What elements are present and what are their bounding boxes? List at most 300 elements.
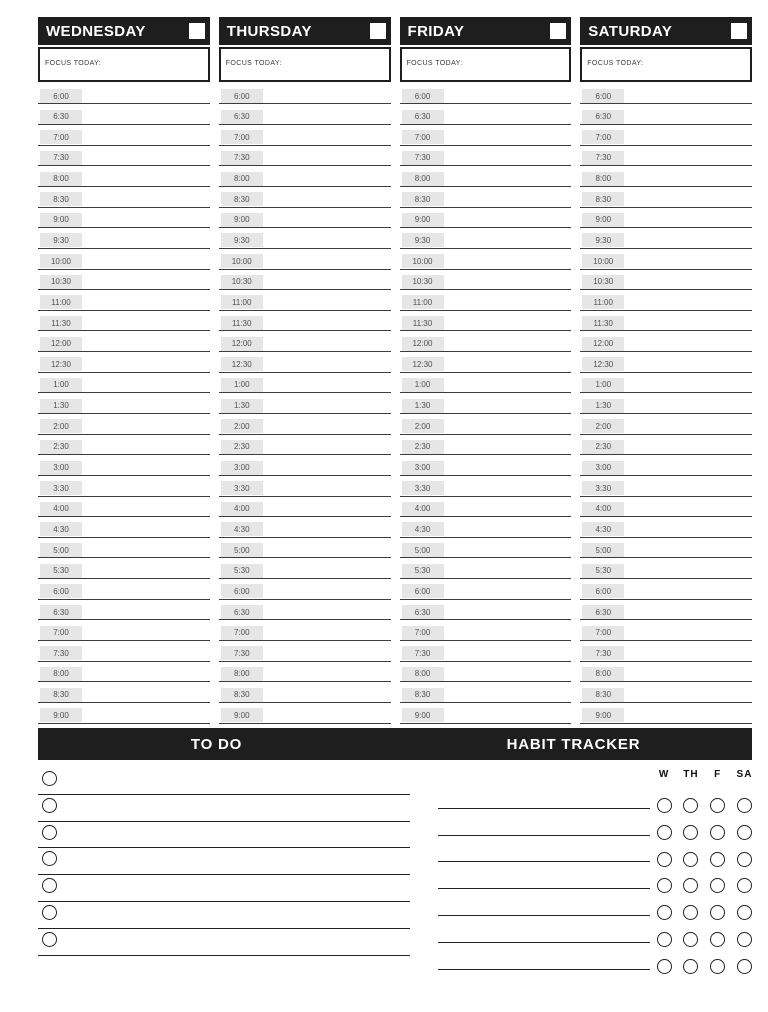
time-slot-writing-line[interactable] (38, 103, 210, 104)
time-slot-row (580, 150, 752, 171)
time-slot-row (219, 501, 391, 522)
time-slot-label: 8:30 (221, 688, 263, 702)
time-slot-writing-line[interactable] (38, 434, 210, 435)
day-column-saturday (580, 17, 752, 728)
time-slot-writing-line[interactable] (580, 537, 752, 538)
time-slot-row (219, 398, 391, 419)
time-slot-writing-line[interactable] (580, 454, 752, 455)
time-slot-writing-line[interactable] (38, 475, 210, 476)
day-checkbox[interactable] (550, 23, 566, 39)
time-slot-writing-line[interactable] (219, 619, 391, 620)
habit-tracker-title: HABIT TRACKER (506, 735, 641, 753)
time-slot-label: 6:30 (582, 605, 624, 619)
time-slot-row (219, 687, 391, 708)
time-slot-writing-line[interactable] (400, 248, 572, 249)
todo-writing-line[interactable] (38, 955, 410, 956)
time-slot-writing-line[interactable] (400, 619, 572, 620)
time-slot-label: 1:30 (40, 399, 82, 413)
time-slot-writing-line[interactable] (400, 475, 572, 476)
time-slot-writing-line[interactable] (580, 186, 752, 187)
time-slot-writing-line[interactable] (400, 557, 572, 558)
todo-checkbox-circle[interactable] (42, 825, 57, 840)
day-column-friday (400, 17, 572, 728)
time-slot-row (219, 356, 391, 377)
time-slot-label: 10:00 (402, 254, 444, 268)
time-slot-label: 2:30 (582, 440, 624, 454)
habit-row (438, 836, 752, 863)
time-slot-label: 6:30 (582, 110, 624, 124)
time-slot-writing-line[interactable] (580, 681, 752, 682)
time-slot-label: 4:30 (582, 522, 624, 536)
time-slot-label: 5:30 (582, 564, 624, 578)
time-slot-row (219, 480, 391, 501)
time-slot-writing-line[interactable] (38, 723, 210, 724)
time-slot-row (580, 501, 752, 522)
time-slot-label: 1:00 (40, 378, 82, 392)
time-slot-writing-line[interactable] (219, 640, 391, 641)
time-slot-row (219, 88, 391, 109)
time-slot-writing-line[interactable] (219, 165, 391, 166)
time-slot-row (219, 418, 391, 439)
time-slot-label: 1:30 (582, 399, 624, 413)
time-slot-writing-line[interactable] (400, 516, 572, 517)
time-slot-label: 5:30 (40, 564, 82, 578)
time-slot-writing-line[interactable] (38, 207, 210, 208)
time-slot-label: 4:30 (402, 522, 444, 536)
time-slot-writing-line[interactable] (38, 557, 210, 558)
time-slot-writing-line[interactable] (400, 434, 572, 435)
time-slot-label: 3:30 (402, 481, 444, 495)
time-slot-label: 6:00 (402, 584, 444, 598)
time-slot-writing-line[interactable] (38, 310, 210, 311)
time-slot-writing-line[interactable] (219, 496, 391, 497)
day-header (400, 17, 572, 45)
time-slot-row (400, 336, 572, 357)
time-slot-writing-line[interactable] (38, 599, 210, 600)
time-slot-label: 3:30 (40, 481, 82, 495)
todo-checkbox-circle[interactable] (42, 905, 57, 920)
time-slot-writing-line[interactable] (580, 330, 752, 331)
time-slot-writing-line[interactable] (219, 124, 391, 125)
time-slot-writing-line[interactable] (580, 165, 752, 166)
time-slot-writing-line[interactable] (400, 640, 572, 641)
time-slot-label: 3:00 (40, 461, 82, 475)
time-slot-writing-line[interactable] (580, 392, 752, 393)
time-slot-writing-line[interactable] (400, 537, 572, 538)
time-slot-label: 9:00 (402, 708, 444, 722)
time-slot-row (38, 356, 210, 377)
time-slot-writing-line[interactable] (400, 392, 572, 393)
time-slot-writing-line[interactable] (219, 310, 391, 311)
time-slot-label: 3:30 (221, 481, 263, 495)
time-slot-writing-line[interactable] (219, 330, 391, 331)
time-slot-writing-line[interactable] (38, 516, 210, 517)
time-slot-writing-line[interactable] (580, 269, 752, 270)
time-slot-label: 4:30 (40, 522, 82, 536)
time-slot-row (219, 377, 391, 398)
time-slot-writing-line[interactable] (400, 496, 572, 497)
todo-row (38, 848, 410, 875)
time-slot-label: 12:00 (221, 337, 263, 351)
time-slot-label: 4:00 (221, 502, 263, 516)
time-slot-row (38, 521, 210, 542)
day-name-label: FRIDAY (407, 22, 465, 40)
focus-today-box[interactable] (580, 47, 752, 82)
focus-today-box[interactable] (38, 47, 210, 82)
todo-row (38, 875, 410, 902)
time-slot-label: 5:30 (221, 564, 263, 578)
time-slot-writing-line[interactable] (400, 661, 572, 662)
time-slot-writing-line[interactable] (38, 619, 210, 620)
time-slot-writing-line[interactable] (219, 227, 391, 228)
time-slot-row (219, 460, 391, 481)
time-slot-label: 9:30 (402, 233, 444, 247)
time-slot-label: 9:00 (582, 213, 624, 227)
time-slot-row (38, 542, 210, 563)
time-slot-label: 11:30 (582, 316, 624, 330)
focus-today-label: FOCUS TODAY: (225, 60, 282, 67)
time-slot-label: 10:00 (582, 254, 624, 268)
focus-today-box[interactable] (219, 47, 391, 82)
time-slot-writing-line[interactable] (38, 702, 210, 703)
time-slot-label: 11:00 (582, 295, 624, 309)
time-rows (38, 88, 210, 728)
time-slot-label: 6:30 (221, 110, 263, 124)
time-slot-writing-line[interactable] (400, 124, 572, 125)
time-slot-writing-line[interactable] (580, 661, 752, 662)
time-slot-label: 2:30 (402, 440, 444, 454)
time-slot-writing-line[interactable] (580, 372, 752, 373)
time-slot-row (38, 212, 210, 233)
time-slot-writing-line[interactable] (580, 351, 752, 352)
time-slot-row (38, 253, 210, 274)
time-slot-row (580, 666, 752, 687)
time-slot-writing-line[interactable] (219, 351, 391, 352)
time-slot-row (400, 480, 572, 501)
time-slot-row (580, 625, 752, 646)
time-slot-row (400, 253, 572, 274)
habit-checkbox-circle[interactable] (683, 959, 698, 974)
time-slot-row (400, 645, 572, 666)
time-slot-label: 1:30 (402, 399, 444, 413)
time-slot-row (219, 315, 391, 336)
habit-checkbox-circle[interactable] (710, 959, 725, 974)
todo-checkbox-circle[interactable] (42, 798, 57, 813)
habit-day-labels (657, 769, 752, 780)
time-slot-label: 6:00 (221, 89, 263, 103)
time-slot-writing-line[interactable] (219, 103, 391, 104)
time-slot-row (219, 171, 391, 192)
time-slot-writing-line[interactable] (219, 392, 391, 393)
time-slot-writing-line[interactable] (580, 289, 752, 290)
time-slot-writing-line[interactable] (580, 516, 752, 517)
time-slot-row (38, 109, 210, 130)
time-slot-writing-line[interactable] (580, 578, 752, 579)
day-checkbox[interactable] (189, 23, 205, 39)
habit-row (438, 916, 752, 943)
todo-checkbox-circle[interactable] (42, 878, 57, 893)
time-slot-label: 7:00 (40, 626, 82, 640)
day-name-label: SATURDAY (588, 22, 673, 40)
time-slot-writing-line[interactable] (219, 599, 391, 600)
time-slot-writing-line[interactable] (219, 702, 391, 703)
time-slot-writing-line[interactable] (38, 578, 210, 579)
time-slot-writing-line[interactable] (400, 723, 572, 724)
time-slot-writing-line[interactable] (219, 661, 391, 662)
time-slot-writing-line[interactable] (580, 640, 752, 641)
time-slot-writing-line[interactable] (580, 145, 752, 146)
time-slot-writing-line[interactable] (38, 661, 210, 662)
time-slot-label: 8:00 (402, 172, 444, 186)
time-slot-row (400, 501, 572, 522)
time-slot-row (400, 232, 572, 253)
time-slot-writing-line[interactable] (219, 289, 391, 290)
time-slot-label: 8:30 (402, 688, 444, 702)
time-slot-writing-line[interactable] (580, 248, 752, 249)
todo-checkbox-circle[interactable] (42, 932, 57, 947)
time-slot-writing-line[interactable] (219, 207, 391, 208)
time-slot-label: 9:00 (40, 708, 82, 722)
time-slot-writing-line[interactable] (219, 578, 391, 579)
time-slot-row (400, 377, 572, 398)
time-slot-label: 8:00 (582, 667, 624, 681)
time-slot-row (38, 625, 210, 646)
time-slot-writing-line[interactable] (580, 557, 752, 558)
time-slot-writing-line[interactable] (219, 186, 391, 187)
day-checkbox[interactable] (731, 23, 747, 39)
time-slot-label: 8:00 (40, 172, 82, 186)
time-slot-row (38, 171, 210, 192)
time-slot-row (38, 315, 210, 336)
time-slot-row (400, 109, 572, 130)
time-rows (400, 88, 572, 728)
time-slot-writing-line[interactable] (38, 372, 210, 373)
time-slot-label: 1:00 (221, 378, 263, 392)
habit-row (438, 809, 752, 836)
time-slot-writing-line[interactable] (580, 103, 752, 104)
time-slot-writing-line[interactable] (219, 516, 391, 517)
time-slot-writing-line[interactable] (219, 434, 391, 435)
time-slot-writing-line[interactable] (219, 248, 391, 249)
time-slot-writing-line[interactable] (38, 454, 210, 455)
time-slot-writing-line[interactable] (219, 372, 391, 373)
time-slot-label: 9:00 (40, 213, 82, 227)
time-slot-writing-line[interactable] (400, 165, 572, 166)
time-slot-writing-line[interactable] (400, 330, 572, 331)
time-slot-writing-line[interactable] (400, 681, 572, 682)
time-slot-label: 10:30 (402, 275, 444, 289)
time-slot-writing-line[interactable] (400, 372, 572, 373)
time-slot-writing-line[interactable] (38, 124, 210, 125)
habit-row (438, 889, 752, 916)
time-slot-writing-line[interactable] (400, 145, 572, 146)
time-slot-writing-line[interactable] (38, 681, 210, 682)
time-slot-row (580, 356, 752, 377)
time-slot-row (219, 212, 391, 233)
time-slot-writing-line[interactable] (38, 392, 210, 393)
time-slot-row (219, 563, 391, 584)
time-slot-label: 12:30 (40, 357, 82, 371)
time-slot-row (38, 398, 210, 419)
time-slot-writing-line[interactable] (38, 186, 210, 187)
time-slot-row (219, 645, 391, 666)
time-slot-writing-line[interactable] (580, 434, 752, 435)
time-slot-writing-line[interactable] (400, 310, 572, 311)
time-slot-writing-line[interactable] (38, 227, 210, 228)
time-slot-row (400, 625, 572, 646)
time-slot-row (38, 191, 210, 212)
time-slot-writing-line[interactable] (38, 413, 210, 414)
time-slot-label: 8:00 (40, 667, 82, 681)
time-slot-label: 11:30 (402, 316, 444, 330)
time-slot-writing-line[interactable] (38, 330, 210, 331)
time-slot-writing-line[interactable] (219, 413, 391, 414)
time-slot-label: 5:00 (40, 543, 82, 557)
time-slot-label: 2:30 (221, 440, 263, 454)
todo-title: TO DO (190, 735, 243, 753)
time-slot-row (400, 171, 572, 192)
todo-header-half (38, 728, 395, 760)
time-slot-writing-line[interactable] (38, 269, 210, 270)
time-slot-label: 7:30 (402, 151, 444, 165)
time-slot-row (38, 666, 210, 687)
time-slot-writing-line[interactable] (219, 537, 391, 538)
time-slot-row (219, 294, 391, 315)
time-slot-row (580, 212, 752, 233)
time-slot-row (580, 274, 752, 295)
time-slot-label: 5:30 (402, 564, 444, 578)
time-slot-label: 10:00 (221, 254, 263, 268)
time-slot-writing-line[interactable] (400, 454, 572, 455)
time-slot-writing-line[interactable] (219, 475, 391, 476)
time-slot-row (580, 583, 752, 604)
time-slot-label: 8:00 (221, 172, 263, 186)
time-slot-writing-line[interactable] (38, 640, 210, 641)
time-slot-writing-line[interactable] (38, 537, 210, 538)
habit-checkbox-circle[interactable] (737, 959, 752, 974)
time-slot-row (38, 583, 210, 604)
time-slot-writing-line[interactable] (400, 351, 572, 352)
day-name-label: THURSDAY (226, 22, 312, 40)
time-slot-writing-line[interactable] (219, 145, 391, 146)
time-slot-writing-line[interactable] (400, 578, 572, 579)
time-slot-label: 4:30 (221, 522, 263, 536)
time-slot-row (219, 336, 391, 357)
time-slot-label: 11:00 (221, 295, 263, 309)
time-slot-row (219, 232, 391, 253)
time-slot-label: 11:00 (40, 295, 82, 309)
time-slot-label: 12:30 (582, 357, 624, 371)
time-slot-label: 12:00 (402, 337, 444, 351)
habit-checkbox-circle[interactable] (657, 959, 672, 974)
time-slot-writing-line[interactable] (580, 124, 752, 125)
time-slot-row (38, 439, 210, 460)
time-slot-label: 5:00 (402, 543, 444, 557)
time-slot-row (580, 460, 752, 481)
time-slot-label: 12:00 (40, 337, 82, 351)
time-slot-row (400, 666, 572, 687)
time-slot-row (38, 563, 210, 584)
time-slot-row (219, 521, 391, 542)
habit-day-label: W (658, 769, 670, 780)
time-slot-row (219, 274, 391, 295)
time-slot-row (38, 501, 210, 522)
habit-day-column-cell (683, 769, 698, 780)
time-slot-writing-line[interactable] (580, 207, 752, 208)
time-slot-writing-line[interactable] (400, 413, 572, 414)
time-slot-writing-line[interactable] (400, 269, 572, 270)
time-slot-writing-line[interactable] (219, 454, 391, 455)
time-slot-row (400, 315, 572, 336)
time-slot-label: 7:00 (582, 130, 624, 144)
time-slot-label: 1:00 (402, 378, 444, 392)
time-rows (219, 88, 391, 728)
time-slot-writing-line[interactable] (400, 702, 572, 703)
time-slot-writing-line[interactable] (580, 599, 752, 600)
habit-tracker-header-half (395, 728, 752, 760)
habit-day-columns-header (438, 769, 752, 782)
time-slot-writing-line[interactable] (38, 496, 210, 497)
time-slot-row (38, 604, 210, 625)
time-slot-writing-line[interactable] (400, 103, 572, 104)
time-slot-writing-line[interactable] (580, 310, 752, 311)
time-slot-writing-line[interactable] (38, 165, 210, 166)
time-slot-label: 11:30 (221, 316, 263, 330)
time-slot-row (400, 274, 572, 295)
time-slot-row (219, 109, 391, 130)
time-slot-writing-line[interactable] (38, 248, 210, 249)
time-slot-row (400, 460, 572, 481)
time-slot-writing-line[interactable] (400, 227, 572, 228)
time-slot-writing-line[interactable] (38, 351, 210, 352)
time-slot-label: 7:00 (40, 130, 82, 144)
todo-checkbox-circle[interactable] (42, 851, 57, 866)
time-slot-label: 3:30 (582, 481, 624, 495)
time-slot-writing-line[interactable] (219, 269, 391, 270)
time-slot-label: 7:00 (402, 626, 444, 640)
time-slot-writing-line[interactable] (580, 475, 752, 476)
time-slot-writing-line[interactable] (38, 145, 210, 146)
time-slot-writing-line[interactable] (219, 723, 391, 724)
time-slot-label: 4:00 (582, 502, 624, 516)
habit-writing-line[interactable] (438, 969, 650, 970)
time-slot-writing-line[interactable] (580, 619, 752, 620)
time-slot-row (38, 232, 210, 253)
time-slot-writing-line[interactable] (400, 289, 572, 290)
day-checkbox[interactable] (370, 23, 386, 39)
time-slot-writing-line[interactable] (580, 702, 752, 703)
time-slot-writing-line[interactable] (38, 289, 210, 290)
time-slot-writing-line[interactable] (219, 557, 391, 558)
time-slot-writing-line[interactable] (219, 681, 391, 682)
time-slot-writing-line[interactable] (580, 413, 752, 414)
habit-row (438, 943, 752, 970)
time-slot-writing-line[interactable] (400, 599, 572, 600)
time-slot-writing-line[interactable] (580, 496, 752, 497)
habit-day-label: TH (683, 769, 699, 780)
time-slot-writing-line[interactable] (400, 207, 572, 208)
time-slot-label: 2:00 (221, 419, 263, 433)
time-slot-writing-line[interactable] (400, 186, 572, 187)
habit-row (438, 782, 752, 809)
todo-checkbox-circle[interactable] (42, 771, 57, 786)
time-slot-writing-line[interactable] (580, 227, 752, 228)
time-slot-writing-line[interactable] (580, 723, 752, 724)
time-slot-row (580, 480, 752, 501)
focus-today-box[interactable] (400, 47, 572, 82)
time-slot-label: 7:00 (221, 130, 263, 144)
habit-day-label: F (714, 769, 722, 780)
